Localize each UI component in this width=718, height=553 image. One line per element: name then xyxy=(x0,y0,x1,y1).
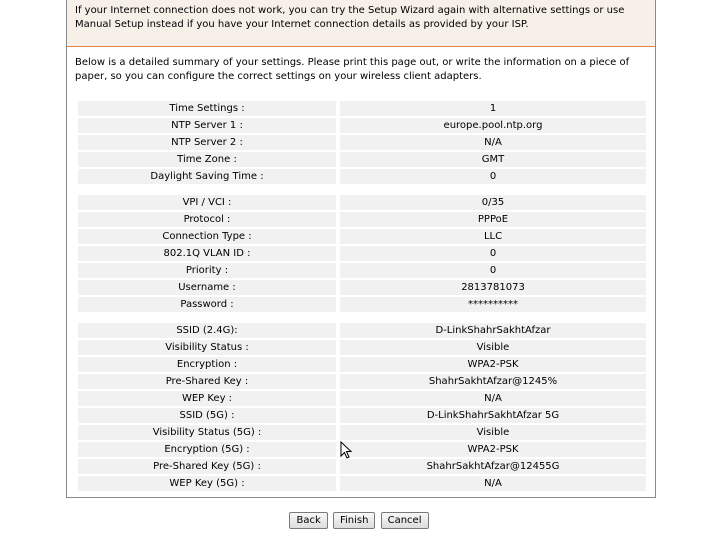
summary-row xyxy=(77,373,647,390)
row-label: Visibility Status (5G) : xyxy=(77,424,337,441)
row-label: SSID (2.4G): xyxy=(77,322,337,339)
row-value: N/A xyxy=(339,134,647,151)
row-value: LLC xyxy=(339,228,647,245)
summary-row xyxy=(77,100,647,117)
summary-row xyxy=(77,475,647,492)
summary-row xyxy=(77,194,647,211)
row-label: NTP Server 2 : xyxy=(77,134,337,151)
row-value: europe.pool.ntp.org xyxy=(339,117,647,134)
row-label: Encryption : xyxy=(77,356,337,373)
summary-row xyxy=(77,228,647,245)
row-value: 1 xyxy=(339,100,647,117)
summary-row xyxy=(77,245,647,262)
row-label: Username : xyxy=(77,279,337,296)
row-label: Time Settings : xyxy=(77,100,337,117)
row-label: Pre-Shared Key (5G) : xyxy=(77,458,337,475)
row-value: GMT xyxy=(339,151,647,168)
row-label: NTP Server 1 : xyxy=(77,117,337,134)
row-label: 802.1Q VLAN ID : xyxy=(77,245,337,262)
back-button[interactable]: Back xyxy=(289,512,327,529)
summary-row xyxy=(77,441,647,458)
row-value: D-LinkShahrSakhtAfzar xyxy=(339,322,647,339)
row-value: ShahrSakhtAfzar@12455G xyxy=(339,458,647,475)
wizard-button-bar xyxy=(0,512,718,529)
wireless-settings-section xyxy=(77,322,647,492)
row-label: Priority : xyxy=(77,262,337,279)
summary-row xyxy=(77,296,647,313)
summary-row xyxy=(77,458,647,475)
row-value: Visible xyxy=(339,424,647,441)
row-label: Protocol : xyxy=(77,211,337,228)
row-value: WPA2-PSK xyxy=(339,441,647,458)
row-label: Daylight Saving Time : xyxy=(77,168,337,185)
internet-settings-section xyxy=(77,194,647,313)
row-value: Visible xyxy=(339,339,647,356)
row-label: Encryption (5G) : xyxy=(77,441,337,458)
summary-row xyxy=(77,168,647,185)
row-value: 2813781073 xyxy=(339,279,647,296)
row-value: 0 xyxy=(339,168,647,185)
summary-row xyxy=(77,279,647,296)
summary-row xyxy=(77,339,647,356)
row-value: 0 xyxy=(339,245,647,262)
row-value: WPA2-PSK xyxy=(339,356,647,373)
row-value: ********** xyxy=(339,296,647,313)
finish-button[interactable]: Finish xyxy=(333,512,375,529)
time-settings-section xyxy=(77,100,647,185)
connection-help-note: If your Internet connection does not work, you can try the Setup Wizard again with alternative settings or use Manual Setup instead if you have your Internet connection details as provided by your ISP. xyxy=(67,0,655,47)
summary-row xyxy=(77,262,647,279)
row-value: N/A xyxy=(339,390,647,407)
row-label: Time Zone : xyxy=(77,151,337,168)
summary-row xyxy=(77,211,647,228)
row-label: WEP Key (5G) : xyxy=(77,475,337,492)
summary-row xyxy=(77,424,647,441)
cancel-button[interactable]: Cancel xyxy=(381,512,429,529)
summary-row xyxy=(77,134,647,151)
row-value: D-LinkShahrSakhtAfzar 5G xyxy=(339,407,647,424)
row-label: VPI / VCI : xyxy=(77,194,337,211)
row-value: PPPoE xyxy=(339,211,647,228)
summary-row xyxy=(77,151,647,168)
row-label: Connection Type : xyxy=(77,228,337,245)
mouse-pointer-icon xyxy=(340,441,352,462)
summary-row xyxy=(77,390,647,407)
row-value: 0/35 xyxy=(339,194,647,211)
row-value: N/A xyxy=(339,475,647,492)
row-label: SSID (5G) : xyxy=(77,407,337,424)
summary-row xyxy=(77,356,647,373)
row-value: ShahrSakhtAfzar@1245% xyxy=(339,373,647,390)
summary-intro-text: Below is a detailed summary of your settings. Please print this page out, or write the information on a piece of paper, so you can configure the correct settings on your wireless client adapters. xyxy=(75,57,630,82)
row-label: WEP Key : xyxy=(77,390,337,407)
summary-row xyxy=(77,407,647,424)
row-label: Pre-Shared Key : xyxy=(77,373,337,390)
row-value: 0 xyxy=(339,262,647,279)
setup-summary-panel xyxy=(66,0,656,498)
row-label: Visibility Status : xyxy=(77,339,337,356)
summary-row xyxy=(77,117,647,134)
row-label: Password : xyxy=(77,296,337,313)
summary-row xyxy=(77,322,647,339)
